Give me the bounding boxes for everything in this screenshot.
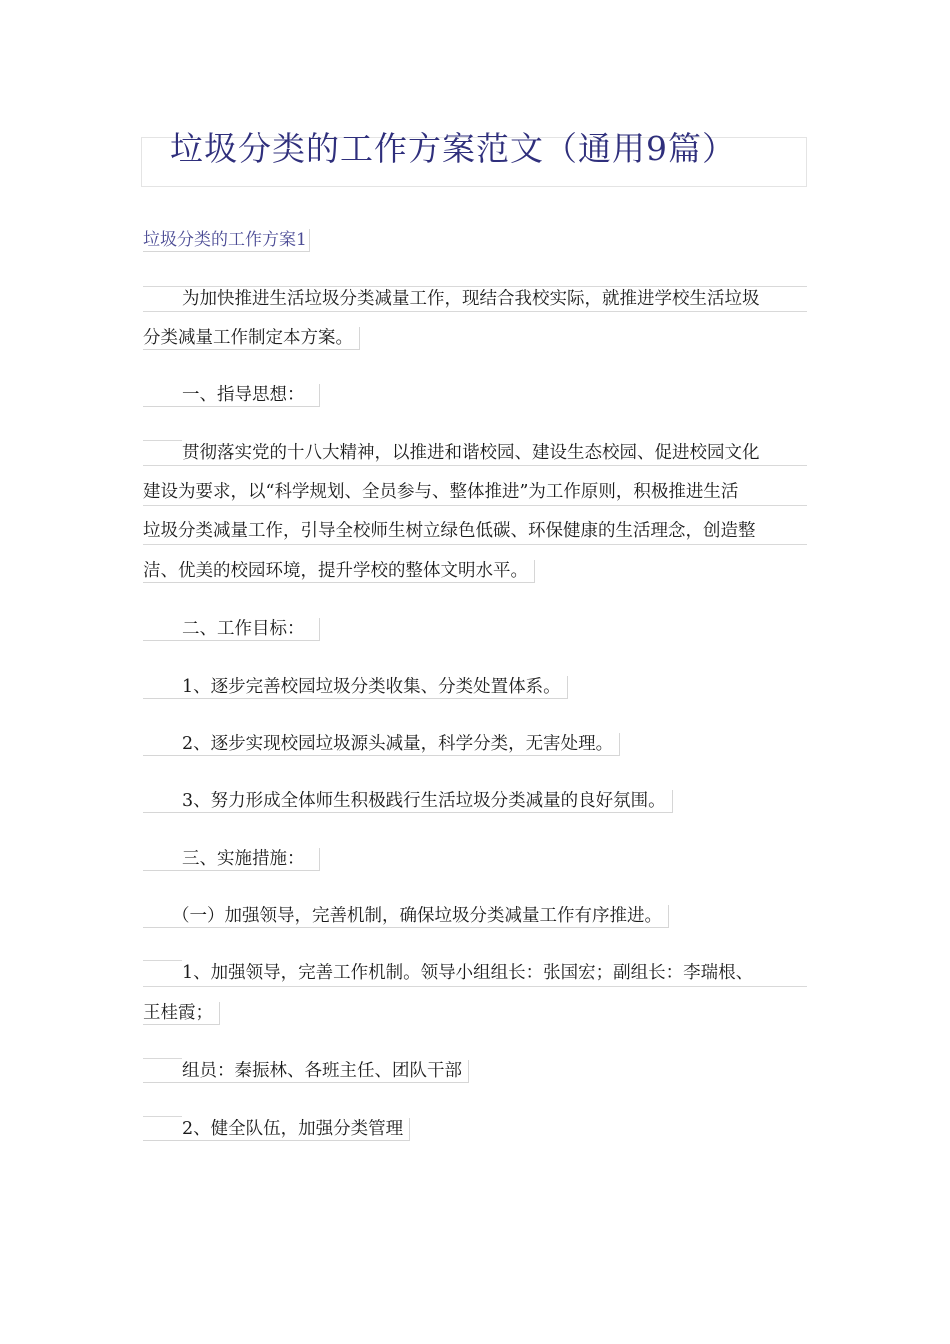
team-line: 2、健全队伍，加强分类管理: [143, 1118, 410, 1141]
document-title: 垃圾分类的工作方案范文（通用9篇）: [170, 129, 736, 168]
guiding-line-2: 建设为要求，以“科学规划、全员参与、整体推进”为工作原则，积极推进生活: [143, 482, 739, 502]
section-heading: 垃圾分类的工作方案1: [143, 229, 310, 252]
rule-line: [143, 1058, 182, 1059]
goals-heading: 二、工作目标：: [143, 618, 320, 641]
measures-heading: 三、实施措施：: [143, 848, 320, 871]
rule-line: [143, 311, 807, 312]
rule-line: [143, 960, 182, 961]
rule-line: [143, 465, 807, 466]
guiding-line-3: 垃圾分类减量工作，引导全校师生树立绿色低碳、环保健康的生活理念，创造整: [143, 521, 756, 541]
rule-line: [143, 544, 807, 545]
rule-line: [143, 286, 807, 287]
guiding-line-1: 贯彻落实党的十八大精神，以推进和谐校园、建设生态校园、促进校园文化: [182, 443, 760, 463]
leadership-line-1: 1、加强领导，完善工作机制。领导小组组长：张国宏；副组长：李瑞根、: [182, 963, 754, 983]
intro-line-1: 为加快推进生活垃圾分类减量工作，现结合我校实际，就推进学校生活垃圾: [182, 289, 760, 309]
goal-item-2: 2、逐步实现校园垃圾源头减量，科学分类，无害处理。: [143, 733, 620, 756]
goal-item-1: 1、逐步完善校园垃圾分类收集、分类处置体系。: [143, 676, 568, 699]
intro-line-2: 分类减量工作制定本方案。: [143, 327, 360, 350]
measure-1-heading: （一）加强领导，完善机制，确保垃圾分类减量工作有序推进。: [143, 905, 669, 928]
rule-line: [143, 986, 807, 987]
rule-line: [143, 1116, 182, 1117]
goal-item-3: 3、努力形成全体师生积极践行生活垃圾分类减量的良好氛围。: [143, 790, 673, 813]
guiding-heading: 一、指导思想：: [143, 384, 320, 407]
rule-line: [143, 505, 807, 506]
rule-line: [143, 440, 182, 441]
guiding-line-4: 洁、优美的校园环境，提升学校的整体文明水平。: [143, 560, 535, 583]
leadership-line-2: 王桂霞；: [143, 1002, 220, 1025]
members-line: 组员：秦振林、各班主任、团队干部: [143, 1060, 469, 1083]
